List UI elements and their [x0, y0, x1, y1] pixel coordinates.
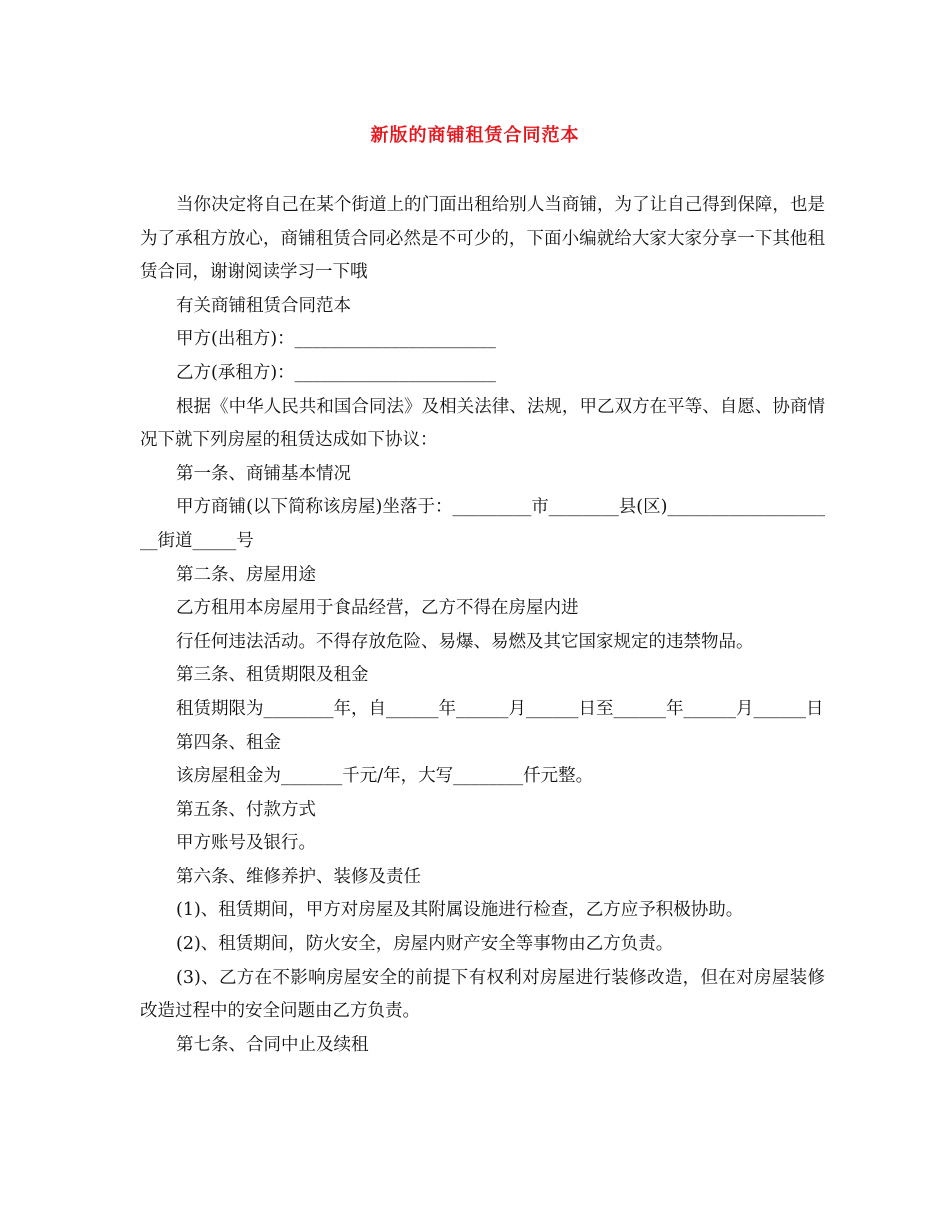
article-6-heading: 第六条、维修养护、装修及责任 [176, 866, 421, 887]
document-body [140, 189, 825, 1062]
article-6-item-3: (3)、乙方在不影响房屋安全的前提下有权利对房屋进行装修改造，但在对房屋装修改造过程中的安全问题由乙方负责。 [140, 967, 825, 1022]
article-2-text-1: 乙方租用本房屋用于食品经营，乙方不得在房屋内进 [176, 598, 579, 619]
article-2-text-2: 行任何违法活动。不得存放危险、易爆、易燃及其它国家规定的违禁物品。 [176, 631, 754, 652]
section-heading: 有关商铺租赁合同范本 [176, 295, 351, 316]
article-1-text: 甲方商铺(以下简称该房屋)坐落于：_________市________县(区)____________________街道_____号 [140, 497, 825, 551]
document-title: 新版的商铺租赁合同范本 [370, 125, 580, 146]
article-1-heading: 第一条、商铺基本情况 [176, 463, 351, 484]
article-3-heading: 第三条、租赁期限及租金 [176, 665, 369, 686]
article-5-text: 甲方账号及银行。 [176, 833, 316, 854]
preamble-paragraph: 根据《中华人民共和国合同法》及相关法律、法规，甲乙双方在平等、自愿、协商情况下就下列房屋的租赁达成如下协议： [140, 396, 825, 451]
party-b-line: 乙方(承租方)：_______________________ [176, 362, 496, 383]
article-6-item-2: (2)、租赁期间，防火安全，房屋内财产安全等事物由乙方负责。 [176, 934, 674, 955]
article-2-heading: 第二条、房屋用途 [176, 564, 316, 585]
article-6-item-1: (1)、租赁期间，甲方对房屋及其附属设施进行检查，乙方应予积极协助。 [176, 900, 744, 921]
article-4-text: 该房屋租金为_______千元/年，大写________仟元整。 [176, 766, 594, 787]
article-5-heading: 第五条、付款方式 [176, 799, 316, 820]
article-4-heading: 第四条、租金 [176, 732, 281, 753]
party-a-line: 甲方(出租方)：_______________________ [176, 329, 496, 350]
article-7-heading: 第七条、合同中止及续租 [176, 1034, 369, 1055]
article-3-text: 租赁期限为________年，自______年______月______日至______年______月______日 [176, 698, 824, 719]
intro-paragraph: 当你决定将自己在某个街道上的门面出租给别人当商铺，为了让自己得到保障，也是为了承租方放心，商铺租赁合同必然是不可少的，下面小编就给大家大家分享一下其他租赁合同，谢谢阅读学习一下哦 [140, 195, 825, 283]
